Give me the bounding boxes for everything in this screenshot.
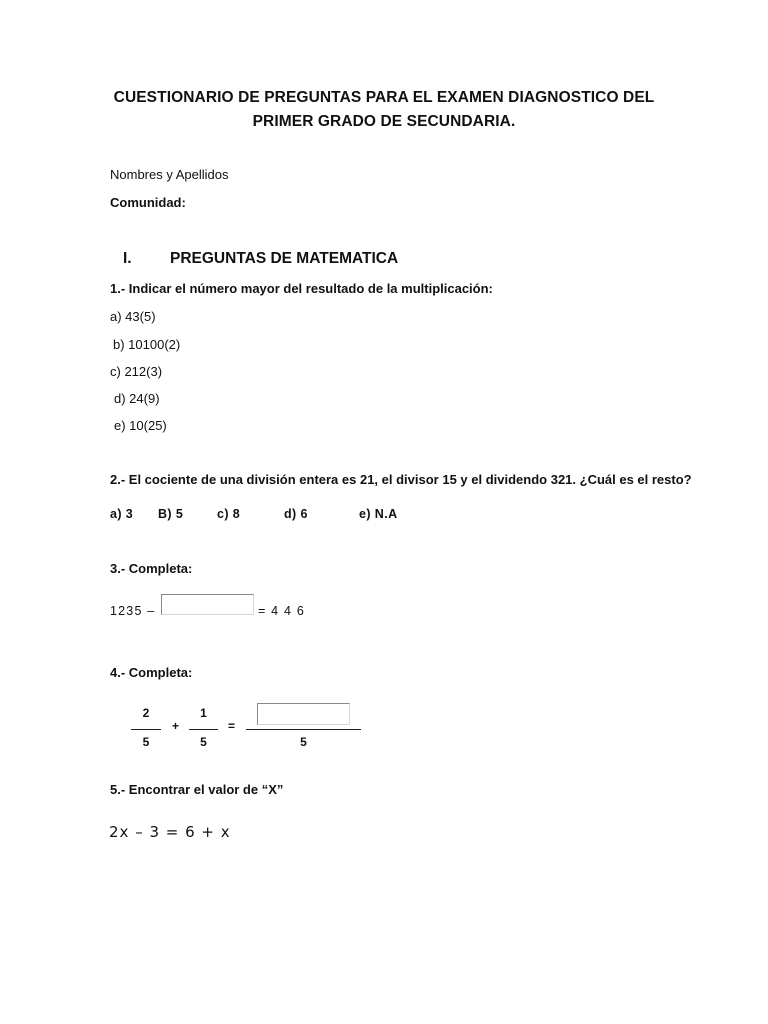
result-fraction-bar <box>246 729 361 730</box>
question-2-option-e: e) N.A <box>359 507 398 521</box>
question-3-result: = 4 4 6 <box>258 604 305 618</box>
question-5-text: 5.- Encontrar el valor de “X” <box>110 782 284 797</box>
community-label: Comunidad: <box>110 195 186 210</box>
fraction-1-denominator: 5 <box>142 735 150 749</box>
fraction-2-numerator: 1 <box>200 706 207 720</box>
question-2-option-c: c) 8 <box>217 507 241 521</box>
fraction-2-bar <box>189 729 218 730</box>
fraction-2-denominator: 5 <box>200 735 207 749</box>
fraction-1-bar <box>131 729 161 730</box>
question-1-option-a: a) 43(5) <box>110 309 156 324</box>
question-5-equation: 2x – 3 = 6 + x <box>109 823 231 841</box>
question-1-option-b: b) 10100(2) <box>113 337 181 352</box>
question-3-answer-box[interactable] <box>161 594 254 615</box>
fraction-1-numerator: 2 <box>142 706 150 720</box>
section-heading <box>123 250 398 268</box>
question-2-option-a: a) 3 <box>110 507 134 521</box>
question-2-text: 2.- El cociente de una división entera es 21, el divisor 15 y el dividendo 321. ¿Cuál es el resto? <box>110 472 692 487</box>
names-label: Nombres y Apellidos <box>110 167 229 182</box>
question-1-text: 1.- Indicar el número mayor del resultado de la multiplicación: <box>110 281 493 296</box>
question-2-option-b: B) 5 <box>158 507 184 521</box>
question-2-options <box>0 507 768 525</box>
question-4-answer-box[interactable] <box>257 703 350 725</box>
question-1-option-e: e) 10(25) <box>114 418 167 433</box>
equals-sign: = <box>228 719 236 733</box>
plus-sign: + <box>172 719 180 733</box>
result-denominator: 5 <box>300 735 307 749</box>
question-3-text: 3.- Completa: <box>110 561 193 576</box>
question-1-option-c: c) 212(3) <box>110 364 163 379</box>
question-4-text: 4.- Completa: <box>110 665 193 680</box>
section-title: PREGUNTAS DE MATEMATICA <box>170 250 399 267</box>
question-2-option-d: d) 6 <box>284 507 308 521</box>
question-3-minuend: 1235 – <box>110 604 156 618</box>
section-number: I. <box>123 250 132 267</box>
document-title-line-2: PRIMER GRADO DE SECUNDARIA. <box>252 113 516 130</box>
document-title-line-1: CUESTIONARIO DE PREGUNTAS PARA EL EXAMEN DIAGNOSTICO DEL <box>113 89 655 106</box>
question-1-option-d: d) 24(9) <box>114 391 160 406</box>
